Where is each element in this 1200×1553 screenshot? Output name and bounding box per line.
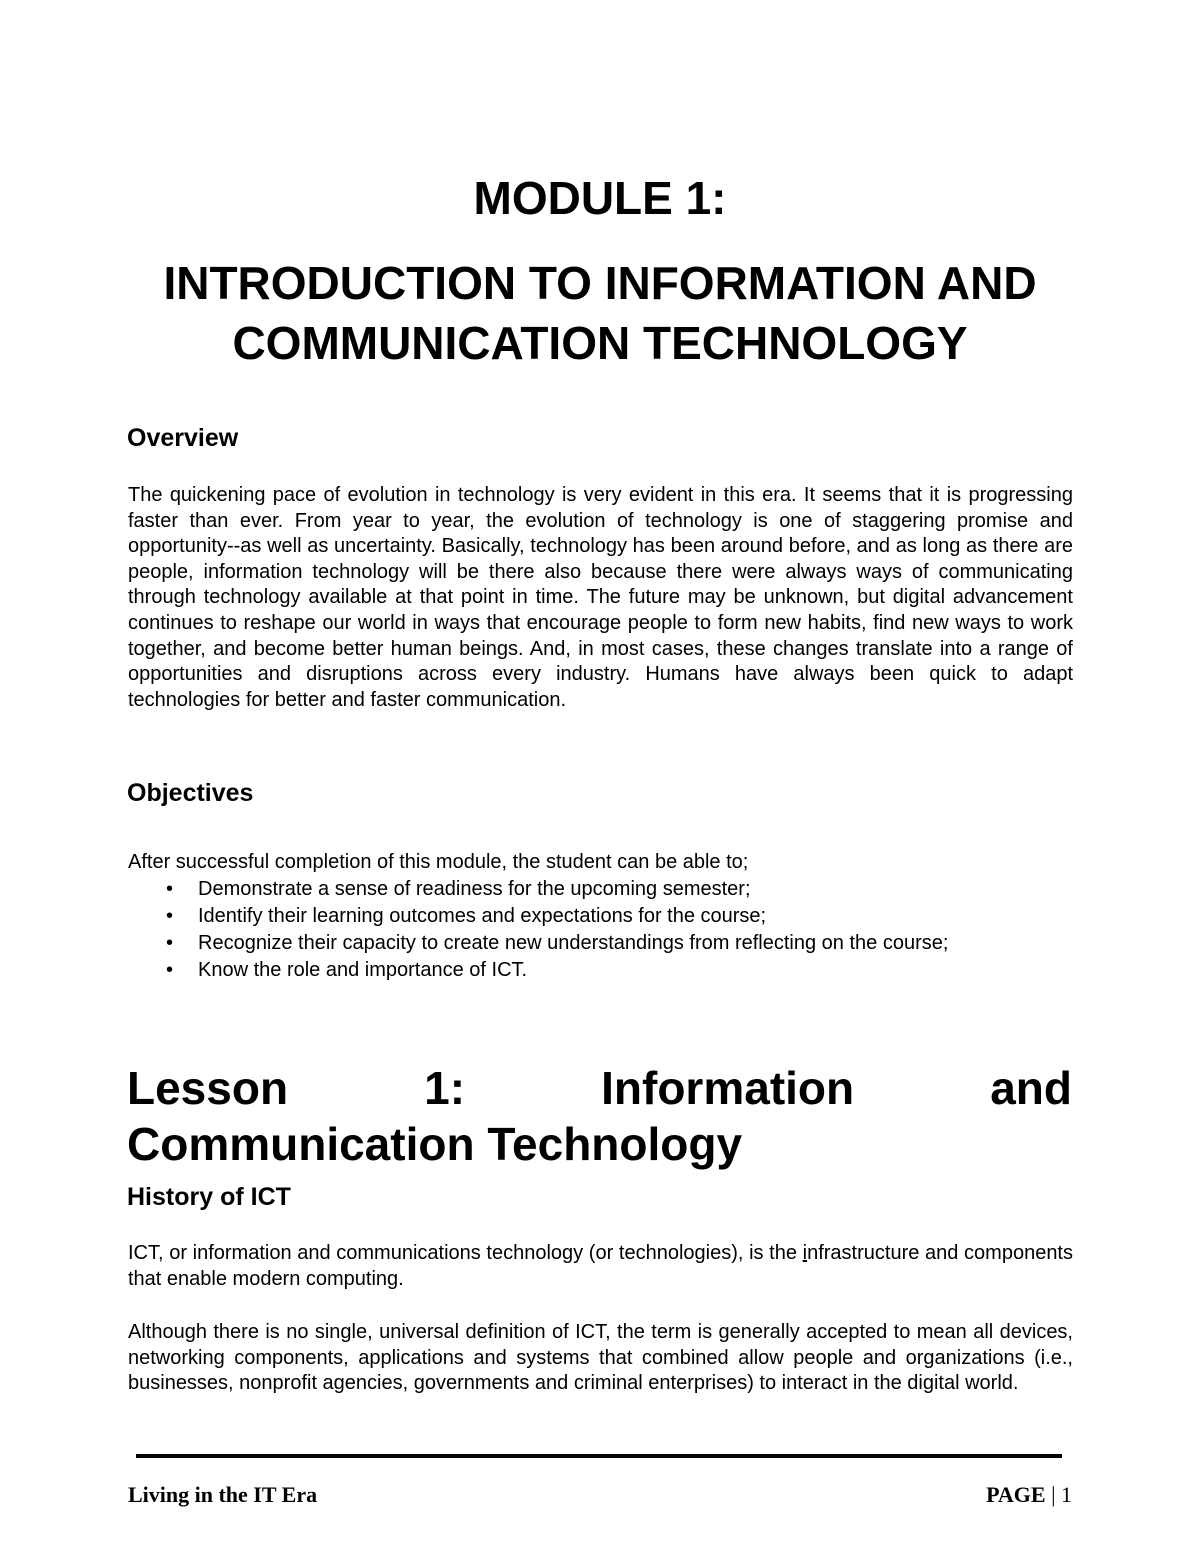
module-heading: INTRODUCTION TO INFORMATION AND COMMUNICATION TECHNOLOGY: [163, 257, 1037, 369]
overview-paragraph: The quickening pace of evolution in technology is very evident in this era. It seems that it is progressing faster than ever. From year to year, the evolution of technology is one of staggering promise and opportunity--as well as uncertainty. Basically, technology has been around before, and as long as there are people, information technology will be there also because there were always ways of communicating through technology available at that point in time. The future may be unknown, but digital advancement continues to reshape our world in ways that encourage people to form new habits, find new ways to work together, and become better human beings. And, in most cases, these changes translate into a range of opportunities and disruptions across every industry. Humans have always been quick to adapt technologies for better and faster communication.: [128, 484, 1073, 711]
ict-definition-underlined-letter: i: [802, 1242, 808, 1264]
footer-page-number: [986, 1482, 1072, 1508]
footer-course-title: Living in the IT Era: [128, 1482, 318, 1507]
objective-text: Recognize their capacity to create new understandings from reflecting on the course;: [198, 932, 949, 954]
page-separator: |: [1051, 1482, 1056, 1507]
ict-definition-text: ICT, or information and communications technology (or technologies), is the: [128, 1242, 803, 1264]
objective-item: [160, 876, 948, 903]
bullet-icon: •: [166, 905, 174, 927]
lesson-title: [127, 1060, 1072, 1172]
objective-text: Know the role and importance of ICT.: [198, 959, 528, 981]
ict-general-paragraph: Although there is no single, universal definition of ICT, the term is generally accepted to mean all devices, networking components, applications and systems that combined allow people and organizations (i.e., businesses, nonprofit agencies, governments and criminal enterprises) to interact in the digital world.: [128, 1321, 1073, 1395]
lesson-title-word: Information: [601, 1062, 855, 1114]
footer-divider: [136, 1454, 1062, 1458]
objectives-list: [160, 876, 948, 984]
ict-definition-paragraph: [128, 1241, 1073, 1292]
lesson-title-word: and: [990, 1062, 1072, 1114]
lesson-title-line-1: [127, 1060, 1072, 1116]
overview-heading: Overview: [127, 424, 239, 452]
objectives-intro: After successful completion of this module, the student can be able to;: [128, 851, 749, 873]
lesson-title-word: 1:: [424, 1062, 466, 1114]
history-heading: History of ICT: [127, 1183, 291, 1211]
bullet-icon: •: [166, 959, 174, 981]
bullet-icon: •: [166, 932, 174, 954]
lesson-title-line-2: Communication Technology: [127, 1118, 743, 1170]
objective-item: [160, 903, 948, 930]
page-label: PAGE: [986, 1482, 1046, 1507]
module-title: MODULE 1:: [473, 172, 727, 224]
bullet-icon: •: [166, 878, 174, 900]
objective-item: [160, 957, 948, 984]
objective-text: Identify their learning outcomes and expectations for the course;: [198, 905, 767, 927]
page-number: 1: [1061, 1482, 1072, 1507]
objectives-heading: Objectives: [127, 779, 254, 807]
objective-text: Demonstrate a sense of readiness for the upcoming semester;: [198, 878, 751, 900]
lesson-title-word: Lesson: [127, 1062, 289, 1114]
objective-item: [160, 930, 948, 957]
ict-definition-text-rest: nfrastructure and components that enable modern computing.: [128, 1242, 1073, 1290]
